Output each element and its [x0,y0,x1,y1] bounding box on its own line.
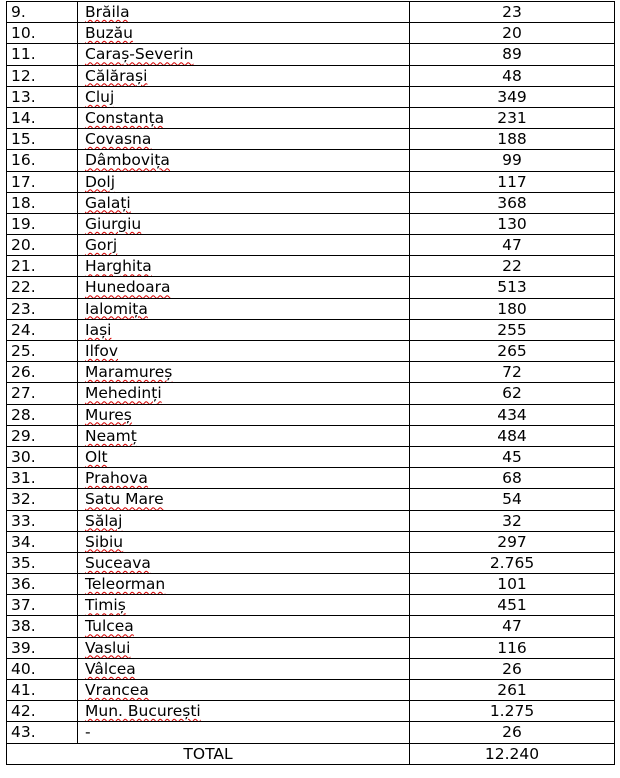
county-name-cell [78,637,410,658]
row-number: 18. [7,192,78,213]
count-value: 47 [410,235,615,256]
table-row [7,2,615,23]
table-row [7,574,615,595]
row-number: 10. [7,23,78,44]
county-name-cell [78,425,410,446]
county-name: Sălaj [85,511,123,530]
count-value: 261 [410,680,615,701]
table-row [7,595,615,616]
county-name-cell [78,722,410,743]
row-number: 29. [7,425,78,446]
county-name-cell [78,595,410,616]
count-value: 68 [410,468,615,489]
county-name-cell [78,574,410,595]
row-number: 42. [7,701,78,722]
table-row [7,616,615,637]
count-value: 180 [410,298,615,319]
table-row [7,44,615,65]
county-name-cell [78,468,410,489]
county-name: Mehedinți [85,384,162,403]
row-number: 17. [7,171,78,192]
table-row [7,658,615,679]
table-row [7,510,615,531]
table-row [7,701,615,722]
total-label: TOTAL [7,743,410,764]
row-number: 26. [7,362,78,383]
row-number: 19. [7,213,78,234]
row-number: 33. [7,510,78,531]
row-number: 32. [7,489,78,510]
county-table [6,1,615,765]
row-number: 37. [7,595,78,616]
table-row [7,446,615,467]
county-name: Caraș-Severin [85,45,194,64]
table-row [7,192,615,213]
county-name-cell [78,65,410,86]
county-name: Constanța [85,108,165,127]
count-value: 99 [410,150,615,171]
county-name: Hunedoara [85,278,171,297]
county-name: Iași [85,320,112,339]
table-row [7,383,615,404]
county-name-cell [78,277,410,298]
county-name: Neamț [85,426,137,445]
county-name-cell [78,531,410,552]
county-name: Giurgiu [85,214,142,233]
county-name: Vâlcea [85,659,136,678]
county-name-cell [78,192,410,213]
row-number: 22. [7,277,78,298]
count-value: 22 [410,256,615,277]
row-number: 43. [7,722,78,743]
county-name-cell [78,404,410,425]
county-name: Mun. București [85,702,201,721]
county-name: Vrancea [85,681,149,699]
county-name: Maramureș [85,363,173,382]
count-value: 26 [410,658,615,679]
count-value: 265 [410,341,615,362]
county-name-cell [78,129,410,150]
county-name-cell [78,446,410,467]
table-row [7,489,615,510]
county-name: Cluj [85,87,115,106]
row-number: 23. [7,298,78,319]
table-row [7,65,615,86]
table-row [7,171,615,192]
county-name: Timiș [85,596,126,615]
county-name-cell [78,86,410,107]
county-name: - [85,723,91,742]
row-number: 40. [7,658,78,679]
county-table-body [7,2,615,765]
table-row [7,213,615,234]
county-name: Olt [85,447,108,466]
table-row [7,531,615,552]
row-number: 20. [7,235,78,256]
row-number: 35. [7,552,78,573]
count-value: 48 [410,65,615,86]
table-row [7,319,615,340]
row-number: 41. [7,680,78,701]
row-number: 27. [7,383,78,404]
county-name-cell [78,2,410,23]
count-value: 188 [410,129,615,150]
table-row [7,722,615,743]
county-name: Covasna [85,130,152,149]
county-name-cell [78,213,410,234]
row-number: 39. [7,637,78,658]
row-number: 12. [7,65,78,86]
count-value: 54 [410,489,615,510]
count-value: 451 [410,595,615,616]
row-number: 31. [7,468,78,489]
county-name: Harghita [85,257,152,276]
row-number: 13. [7,86,78,107]
table-row [7,637,615,658]
count-value: 117 [410,171,615,192]
count-value: 255 [410,319,615,340]
table-row [7,404,615,425]
table-row [7,256,615,277]
county-name-cell [78,319,410,340]
count-value: 231 [410,107,615,128]
county-name-cell [78,150,410,171]
count-value: 349 [410,86,615,107]
county-name-cell [78,680,410,701]
table-row [7,277,615,298]
county-name-cell [78,489,410,510]
county-name: Ilfov [85,342,118,360]
count-value: 434 [410,404,615,425]
county-name: Prahova [85,469,148,488]
count-value: 62 [410,383,615,404]
count-value: 130 [410,213,615,234]
table-row [7,680,615,701]
table-row [7,298,615,319]
count-value: 1.275 [410,701,615,722]
county-name-cell [78,658,410,679]
county-name: Galați [85,193,131,212]
row-number: 16. [7,150,78,171]
table-row [7,129,615,150]
county-name-cell [78,235,410,256]
county-name: Teleorman [85,575,166,594]
row-number: 34. [7,531,78,552]
county-name: Gorj [85,236,118,255]
table-row [7,468,615,489]
count-value: 368 [410,192,615,213]
county-name-cell [78,616,410,637]
county-name-cell [78,256,410,277]
county-name-cell [78,23,410,44]
row-number: 24. [7,319,78,340]
county-name-cell [78,701,410,722]
county-name: Dâmbovița [85,151,170,170]
county-name-cell [78,510,410,531]
row-number: 28. [7,404,78,425]
county-name-cell [78,171,410,192]
county-name-cell [78,362,410,383]
county-name: Brăila [85,3,130,21]
count-value: 513 [410,277,615,298]
table-row [7,107,615,128]
count-value: 32 [410,510,615,531]
count-value: 101 [410,574,615,595]
count-value: 484 [410,425,615,446]
total-row [7,743,615,764]
county-name: Călărași [85,66,148,85]
county-name: Satu Mare [85,490,164,509]
count-value: 72 [410,362,615,383]
row-number: 30. [7,446,78,467]
county-name: Sibiu [85,532,124,551]
table-row [7,341,615,362]
row-number: 11. [7,44,78,65]
table-row [7,235,615,256]
row-number: 36. [7,574,78,595]
county-name: Buzău [85,24,133,43]
county-name: Dolj [85,172,116,191]
county-name: Suceava [85,553,151,572]
county-name-cell [78,383,410,404]
count-value: 116 [410,637,615,658]
county-name-cell [78,298,410,319]
table-row [7,552,615,573]
county-name: Mureș [85,405,132,424]
row-number: 38. [7,616,78,637]
count-value: 2.765 [410,552,615,573]
county-name: Tulcea [85,617,134,636]
county-name: Ialomița [85,299,148,318]
county-name-cell [78,552,410,573]
table-row [7,362,615,383]
count-value: 47 [410,616,615,637]
count-value: 26 [410,722,615,743]
count-value: 89 [410,44,615,65]
row-number: 14. [7,107,78,128]
table-row [7,86,615,107]
total-value: 12.240 [410,743,615,764]
table-row [7,425,615,446]
count-value: 297 [410,531,615,552]
county-name-cell [78,44,410,65]
count-value: 23 [410,2,615,23]
county-name-cell [78,107,410,128]
row-number: 15. [7,129,78,150]
row-number: 25. [7,341,78,362]
count-value: 45 [410,446,615,467]
table-row [7,23,615,44]
table-row [7,150,615,171]
row-number: 21. [7,256,78,277]
count-value: 20 [410,23,615,44]
county-name: Vaslui [85,638,131,657]
row-number: 9. [7,2,78,23]
county-name-cell [78,341,410,362]
